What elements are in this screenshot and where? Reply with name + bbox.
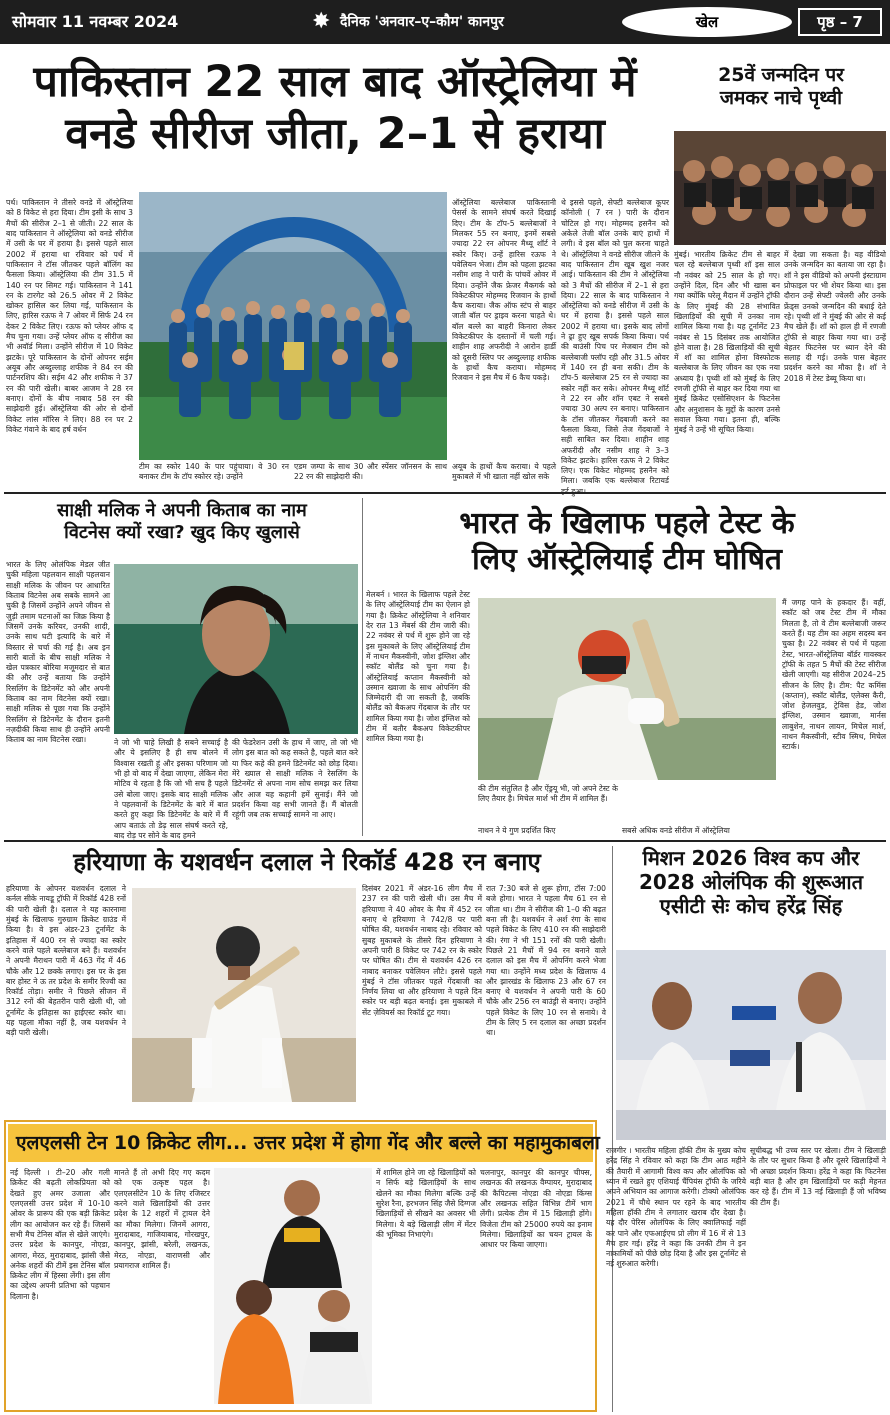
section-label: खेल bbox=[622, 7, 792, 37]
story3-col3: की फेडरेशन उसी के हाथ में जाए, तो जो भी लोग इस बात को कह सकते है, पहले बात करे या फिर कहे की हमने डिटेनमेंट को छोड़ दिया। मेरे ख्याल से साक्षी मलिक ने रेसलिंग के डिटेनमेंट से अपना नाम सोच समझ कर लिया और आज यह कहानी हमें सुनाई। मैंने जो प्रदर्शन किया वह सभी जानते हैं। मैं बोलती रहूंगी जब तक सच्चाई सामने ना आए। bbox=[232, 738, 358, 820]
story4-col3: मैं जगह पाने के हकदार हैं। वहीं, स्कॉट को जब टेस्ट टीम में मौका मिलता है, तो वे टीम बल्लेबाजी जरूर करते हैं। यह टीम का अहम सदस्य बन चुका है। 22 नवंबर से पर्थ में पहला टेस्ट, भारत-ऑस्ट्रेलिया बॉर्डर गावस्कर ट्रॉफी के तहत 5 मैचों की टेस्ट सीरीज खेली जाएगी। यह सीरीज 2024–25 सीजन के लिए है। टीम: पैट कमिंस (कप्तान), स्कॉट बोलैंड, एलेक्स कैरी, जोश हेजलवुड, ट्रेविस हेड, जोश इंग्लिश, उस्मान ख्वाजा, मार्नस लाबुशेन, नाथन लायन, मिचेल मार्श, नाथन मैकस्वीनी, स्टीव स्मिथ, मिचेल स्टार्क। bbox=[782, 598, 886, 752]
story5-headline: हरियाणा के यशवर्धन दलाल ने रिकॉर्ड 428 रन बनाए bbox=[73, 848, 541, 876]
page-number: पृष्ठ – 7 bbox=[798, 8, 882, 36]
story4-caption-a: नाथन ने ये गुण प्रदर्शित किए bbox=[478, 826, 556, 835]
sakshi-malik-photo bbox=[114, 564, 358, 734]
llc-players-photo bbox=[214, 1168, 372, 1404]
star-icon: ✸ bbox=[312, 9, 331, 34]
story6-col2: सूचीबद्ध भी उच्च स्तर पर खेला। टीम ने खिलाड़ी के तौर पर सुधार किया है और दूसरे खिलाड़ियों ने भी अच्छा प्रदर्शन किया। हरेंद्र ने कहा कि फिटनेस बड़ी बात है और हम खिलाड़ियों पर कड़ी मेहनत कर रहे हैं। टीम में 13 नई खिलाड़ी हैं जो भविष्य की टीम हैं। bbox=[750, 1146, 886, 1207]
yashvardhan-batting-photo bbox=[132, 888, 356, 1102]
pakistan-team-photo bbox=[139, 192, 447, 460]
hockey-press-conference-photo bbox=[616, 950, 886, 1140]
prithvi-party-photo bbox=[674, 131, 886, 245]
story4-col2: की टीम संतुलित है और ऐंड्रयू भी, जो अपने टेस्ट के लिए तैयार है। मिचेल मार्श भी टीम में शामिल हैं। bbox=[478, 784, 618, 804]
story1-caption-a: टीम का स्कोर 140 के पार पहुंचाया। वे 30 रन बनाकर टीम के टॉप स्कोरर रहे। उन्होंने bbox=[139, 462, 289, 482]
story6-headline bbox=[616, 846, 886, 918]
story4-headline-line1: भारत के खिलाफ पहले टेस्ट के bbox=[459, 506, 795, 541]
story3-headline-line1: साक्षी मलिक ने अपनी किताब का नाम bbox=[57, 500, 307, 521]
story4-headline-line2: लिए ऑस्ट्रेलियाई टीम घोषित bbox=[471, 542, 783, 577]
story5-col2: दिसंबर 2021 में अंडर-16 लीग मैच में 237 रन की पारी खेली थी। उस मैच में हरियाणा ने 40 ओवर के मैच में 452 रन बनाए थे हरियाणा ने 742/8 पर पारी घोषित की, यशवर्धन नाबाद रहे। रविवार को सुबह मुकाबले के तीसरे दिन हरियाणा ने अपनी पारी 8 विकेट पर 742 रन के स्कोर पर घोषित की। टीम से यशवर्धन 426 रन नाबाद बनाकर पवेलियन लौटे। इससे पहले मुंबई ने टॉस जीतकर पहले गेंदबाजी का निर्णय लिया था और हरियाणा ने पहले दिन स्कोर पर बड़ी बढ़त बनाई। इस मुकाबले में सेंट ज़ेवियर्स का रिकॉर्ड टूट गया। bbox=[362, 884, 482, 1017]
story6-headline-line3: एसीटी सेः कोच हरेंद्र सिंह bbox=[659, 894, 843, 918]
story2-headline-line2: जमकर नाचे पृथ्वी bbox=[719, 86, 843, 109]
story3-headline bbox=[6, 500, 358, 543]
newspaper-name: दैनिक 'अनवार–ए–कौम' कानपुर bbox=[340, 14, 504, 30]
story4-headline bbox=[368, 506, 886, 578]
story5-col3: रात 7:30 बजे से शुरू होगा, टॉस 7:00 बजे होगा। भारत ने पहला मैच 61 रन से जीता था। टीम ने सीरीज की 1–0 की बढ़त बना ली है। यशवर्धन ने अर्श रंगा के साथ पहले विकेट के लिए 410 रन की साझेदारी की। रंगा ने भी 151 रनों की पारी खेली। पिछले 21 मैचों में 94 रन बनाने वाले दलाल को इस मैच में ओपनिंग करने भेजा गया था। उन्होंने मध्य प्रदेश के खिलाफ 4 और झारखंड के खिलाफ 23 और 67 रन बनाए थे यशवर्धन ने अपनी पारी के 60 चौके और 256 रन बाउंड्री से बनाए। उन्होंने पहले विकेट के लिए 10 रन से सनाये। वे टीम के लिए 5 रन दलाल का अच्छा प्रदर्शन था। bbox=[486, 884, 606, 1038]
issue-date: सोमवार 11 नवम्बर 2024 bbox=[6, 8, 296, 36]
story7-col2: मानते हैं तो अभी दिए गए कदम को एक उत्कृष्ट पहल है। एलएलसीटेन 10 के लिए रजिस्टर करने वाले खिलाड़ियों की उत्तर प्रदेश के 12 शहरों में ट्रायल देने का मौका मिलेगा। जिनमें आगरा, मुरादाबाद, गाजियाबाद, गोरखपुर, कानपुर, झांसी, बरेली, लखनऊ, मेरठ, नोएडा, वाराणसी और प्रयागराज शामिल हैं। bbox=[114, 1168, 210, 1270]
australian-batter-photo bbox=[478, 598, 776, 780]
story1-col1: पर्थ। पाकिस्तान ने तीसरे वनडे में ऑस्ट्रेलिया को 8 विकेट से हरा दिया। टीम इसी के साथ 3 मैचों की सीरीज 2–1 से जीती। 22 साल के बाद पाकिस्तान ने ऑस्ट्रेलिया को वनडे सीरीज में उसी के घर में हराया है। इससे पहले साल 2002 में हराया था रविवार को पर्थ में पाकिस्तान ने टॉस जीतकर पहले बॉलिंग का फैसला किया। ऑस्ट्रेलिया की टीम 31.5 में 140 रन पर सिमट गई। पाकिस्तान ने 141 रन के टारगेट को 26.5 ओवर में 2 विकेट खोकर हासिल कर लिया गई, पाकिस्तान के लिए, हारिस रऊफ ने 7 ओवर में सिर्फ 24 रन देकर 2 विकेट लिए। रऊफ को प्लेयर ऑफ द मैच चुना गया। उन्हें प्लेयर ऑफ द सीरीज का भी अवॉर्ड मिला। उन्होंने सीरीज में 10 विकेट झटके। पूरे पाकिस्तान के दोनों ओपनर सईम अयूब और अब्दुल्लाह शफीक ने 84 रन की पार्टनरशिप की। सईम 42 और शफीक ने 37 रन की पारी खेली। बाबर आजम ने 28 रन बनाए। दोनों के बीच नाबाद 58 रन की साझेदारी हुई। ऑस्ट्रेलिया की ओर से दोनों विकेट लांस मॉरिस ने लिए। 88 रन पर 2 विकेट गंवाने के बाद हर्ष वर्धन bbox=[6, 198, 133, 434]
story1-headline-line2: वनडे सीरीज जीता, 2–1 से हराया bbox=[65, 109, 605, 160]
story1-col3: थे इससे पहले, सेफ्टी बल्लेबाज कूपर कॉनोली ( 7 रन ) पारी के दौरान चोटिल हो गए। मोहम्मद हसनैन को अकेले तेजी बॉल उनके बाएं हाथों में लगी। वे इस बॉल को पुल करना चाहते थे। ऑस्ट्रेलिया ने वनडे सीरीज जीतने के बाद पाकिस्तान टीम खूब खुश नजर आई। पाकिस्तान की टीम ने ऑस्ट्रेलिया को 3 मैचों की सीरीज में 2–1 से हरा दिया। 22 साल के बाद पाकिस्तान ने ऑस्ट्रेलिया को वनडे सीरीज में उसी के घर में हराया है। इससे पहले साल 2002 में हराया था। इसके बाद लोगों ने ढ्रा हुए खूब सपर्क किया किया। पर्थ की बाउंसी पिच पर मेजबान टीम को बल्लेबाजी फ्लॉप रही और 31.5 ओवर में 140 रन ही बना सकी। टीम के टॉप-5 बल्लेबाज 25 रन से ज्यादा का स्कोर नहीं कर सके। ओपनर मैथ्यू शॉर्ट ने 22 रन और शॉन एबट ने सबसे ज्यादा 30 अल्प रन बनाए। पाकिस्तान के टॉस जीतकर गेंदबाजी करने का फैसला किया, जिसे तेज गेंदबाजों ने सही साबित कर दिया। शाहीन शाह अफरीदी और नसीम शाह ने 3–3 विकेट झटके। हारिस रऊफ ने 2 विकेट लिए। एक विकेट मोहम्मद हसनैन को मिला। जबकि एक बल्लेबाज रिटायर्ड bbox=[561, 198, 669, 486]
story3-col2: ने जो भी चाहे लिखी है सबने सच्चाई है और ये इसलिए है ही सच बोलने में विश्वास रखती हूं और इसका परिणाम जो भी हो वो बाद में देखा जाएगा, लेकिन मेरा मोटिव ये रहता है कि जो भी सच है पहले उसे बोला जाए। इसके बाद साक्षी मलिक ने पहलवानों के डिटेनमेंट के बारे में बात करते हुए कहा कि डिटेनमेंट के बारे में मैं आप बताऊं तो डेढ़ साल संघर्ष करते रहे, बाद रोड़ पर सोने के बाद हमने bbox=[114, 738, 228, 840]
story3-col1: भारत के लिए ओलंपिक मेडल जीत चुकी महिला पहलवान साक्षी पहलवान साक्षी मलिक के जीवन पर आधारित किताब विटनेस अब सबके सामने आ चुकी है जिसमें उन्होंने अपने जीवन से जुड़ी तमाम घटनाओं का जिक्र किया है जिसमें उनके करियर, उनकी शादी, उनके साथ घटी इत्यादि के बारे में विस्तार से चर्चा की गई है। अब इन सारी बातों के बीच साक्षी मलिक ने खेल पत्रकार बोरिया मजूमदार से बात की और उन्हें बताया कि उन्होंने रिसलिंग के डिटेनमेंट को और अपनी किताब का नाम विटनेस क्यों रखा। साक्षी मलिक से पूछा गया कि उन्होंने रिसलिंग से डिटेनमेंट के दौरान इतनी नज़दीकी किया साथ ही उन्होंने अपनी किताब का नाम विटनेस रखा। bbox=[6, 560, 110, 745]
story7-headline bbox=[8, 1124, 600, 1162]
story2-headline-line1: 25वें जन्मदिन पर bbox=[718, 64, 844, 86]
story7-col1: नई दिल्ली । टी–20 और गली क्रिकेट की बढ़ती लोकप्रियता को देखते हुए अमर उजाला और एलएलसी उत्तर प्रदेश में 10-10 ओवर के प्रारूप की एक बड़ी क्रिकेट लीग का आयोजन कर रहे हैं। जिसमें सभी मैच टेनिस बॉल से खेले जाएंगे। उत्तर प्रदेश के कानपुर, नोएडा, आगरा, मेरठ, मुरादाबाद, झांसी जैसे अनेक शहरों की टीमें इस टेनिस बॉल क्रिकेट लीग में हिस्सा लेंगी। इस लीग का उद्देश्य अपनी प्रतिभा को पहचान दिलाना है। bbox=[10, 1168, 110, 1301]
story1-caption-c: अयूब के हाथों कैच कराया। ये पहले मुकाबले में भी खाता नहीं खोल सके bbox=[452, 462, 556, 482]
divider-2 bbox=[4, 840, 886, 842]
story1-caption-b: एडम जम्पा के साथ 30 और स्पेंसर जॉनसन के साथ 22 रन की साझेदारी की। bbox=[294, 462, 447, 482]
story6-col1: राजगीर । भारतीय महिला हॉकी टीम के मुख्य कोच हरेंद्र सिंह ने रविवार को कहा कि टीम आठ महीने की तैयारी में आगामी विश्व कप और ओलंपिक को ध्यान में रखते हुए एशियाई चैंपियंस ट्रॉफी के जरिये अपने अभियान का आगाज करेगी। टोक्यो ओलंपिक 2021 में चौथे स्थान पर रहने के बाद भारतीय महिला हॉकी टीम ने लगातार खराब दौर देखा है। यह दौर पेरिस ओलंपिक के लिए क्वालिफाई नहीं कर पाने और एफआईएच प्रो लीग में 16 में से 13 मैच हार गई। हरेंद्र ने कहा कि उनकी टीम ने इन नाकामियों को पीछे छोड़ दिया है और इस टूर्नामेंट से नई शुरुआत करेगी। bbox=[606, 1146, 746, 1269]
divider-1 bbox=[4, 492, 886, 494]
story7-col4: चलनापुर, कानपुर की कानपुर चीफ्स, लखनऊ की लखनऊ वैम्पायर, मुरादाबाद की कैपिटल्स नोएडा की नोएडा किंग्स और लखनऊ सहित विभिन्न टीमें भाग लेंगी। प्रत्येक टीम में 15 खिलाड़ी होंगे। विजेता टीम को 25000 रुपये का इनाम मिलेगा। खिलाड़ियों का चयन ट्रायल के आधार पर किया जाएगा। bbox=[480, 1168, 592, 1250]
story2-col2: में देखा जा सकता है। यह वीडियो उनके जन्मदिन का बताया जा रहा है। शॉ ने इस वीडियो को अपनी इंस्टाग्राम प्रोफाइल पर भी शेयर किया था। इस दौरान उन्हें सेफ्टी ज्वेलरी और उनके फ्रेंड्स उनको जन्मदिन की बधाई देते रहे। पृथ्वी शॉ ने मुंबई की ओर से कई मैच खेले हैं। शॉ को हाल ही में रणजी ट्रॉफी से बाहर किया गया था। उन्हें बेहतर फिटनेस पर ध्यान देने की सलाह दी गई। उनके पास बेहतर प्रदर्शन करने का मौका है। शॉ ने 2018 में टेस्ट डेब्यू किया था। bbox=[784, 250, 886, 383]
story4-caption-b: सबसे अधिक वनडे सीरीज में ऑस्ट्रेलिया bbox=[622, 826, 730, 835]
story1-col2: ऑस्ट्रेलिया बल्लेबाज पाकिस्तानी पेसर्स के सामने संघर्ष करते दिखाई दिए। टीम के टॉप-5 बल्लेबाजों ने मिलकर 55 रन बनाए, इनमें सबसे ज्यादा 22 रन ओपनर मैथ्यू शॉर्ट ने स्कोर किए। उन्हें हारिस रऊफ ने पवेलियन भेजा। टीम को पहला झटका नसीम शाह ने पारी के पांचवें ओवर में दिया। उन्होंने जैक फ्रेजर मैकगर्क को विकेटकीपर मोहम्मद रिजवान के हाथों कैच कराया। जैक ऑफ स्टंप से बाहर जाती बॉल पर ड्राइव करना चाहते थे। बॉल बल्ले का बाहरी किनारा लेकर विकेटकीपर के दस्तानों में चली गई। शाहीन शाह अफरीदी ने आरोन हार्डी को दूसरी स्लिप पर अब्दुल्लाह शफीक के हाथों कैच कराया। मोहम्मद रिजवान ने इस मैच में 6 कैच पकड़े। bbox=[452, 198, 556, 383]
story6-headline-line2: 2028 ओलंपिक की शुरूआत bbox=[639, 870, 863, 894]
story5-col1: हरियाणा के ओपनर यशवर्धन दलाल ने कर्नल सीके नायडू ट्रॉफी में रिकॉर्ड 428 रनों की पारी खेली है। दलाल ने यह कारनामा मुंबई के खिलाफ गुरुग्राम क्रिकेट ग्राउंड में किया है। वे इस अंडर-23 टूर्नामेंट के इतिहास में 400 रन से ज्यादा का स्कोर करने वाले पहले बल्लेबाज बने हैं। यशवर्धन ने अपनी मैराथन पारी में 463 गेंद में 46 चौके और 12 छक्के लगाए। इस पर के इस बार होस्ट ने ऊ तर प्रदेश के समीर रिज्वी का रिकॉर्ड तोड़ा। समीर ने पिछले सीजन में 312 रनों की बेहतरीन पारी खेली थी, जो टूर्नामेंट के इतिहास का हाईएस्ट स्कोर था। यह पहला मौका नहीं है, जब यशवर्धन ने बड़ी पारी खेली। bbox=[6, 884, 126, 1038]
story7-headline-text: एलएलसी टेन 10 क्रिकेट लीग... उत्तर प्रदेश में होगा गेंद और बल्ले का महामुकाबला bbox=[16, 1132, 600, 1154]
story2-headline bbox=[676, 64, 886, 110]
story1-headline-line1: पाकिस्तान 22 साल बाद ऑस्ट्रेलिया में bbox=[33, 57, 637, 107]
divider-v-1 bbox=[362, 498, 363, 836]
story3-headline-line2: विटनेस क्यों रखा? खुद किए खुलासे bbox=[64, 521, 300, 543]
story4-col1: मेलबर्न । भारत के खिलाफ पहले टेस्ट के लिए ऑस्ट्रेलियाई टीम का ऐलान हो गया है। क्रिकेट ऑस्ट्रेलिया ने शनिवार देर रात 13 मेंबर्स की टीम जारी की। 22 नवंबर से पर्थ में शुरू होने जा रहे इस मुकाबले के लिए ऑस्ट्रेलियाई टीम में नाथन मैकस्वीनी, जोश इंग्लिश और स्कॉट बोलैंड को चुना गया है। ऑस्ट्रेलियाई कप्तान मैकस्वीनी को उस्मान ख्वाजा के साथ ओपनिंग की जिम्मेदारी दी जा सकती है, जबकि बोलैंड को बैकअप गेंदबाज के तौर पर शामिल किया गया है। जोश इंग्लिश को टीम में बतौर बैकअप विकेटकीपर शामिल किया गया है। bbox=[366, 590, 470, 744]
story7-col3: में शामिल होने जा रहे खिलाड़ियों को न सिर्फ बड़े खिलाड़ियों के साथ खेलने का मौका मिलेगा बल्कि उन्हें सुरेश रैना, हरभजन सिंह जैसे दिग्गज खिलाड़ियों से सीखने का अवसर भी मिलेगा। ये बड़े खिलाड़ी लीग में मेंटर की भूमिका निभाएंगे। bbox=[376, 1168, 476, 1239]
story1-headline bbox=[10, 56, 660, 161]
story6-headline-line1: मिशन 2026 विश्व कप और bbox=[642, 846, 860, 870]
masthead bbox=[0, 0, 890, 44]
story2-col1: मुंबई। भारतीय क्रिकेट टीम से बाहर चल रहे बल्लेबाज पृथ्वी शॉ इस साल नौ नवंबर को 25 साल के हो गए। उन्होंने दिल, दिन और भी खास बन गया क्योंकि घरेलू मैदान में उन्होंने ट्रॉफी के लिए मुंबई की 28 संभावित खिलाड़ियों की सूची में उनका नाम शामिल किया गया है। यह टूर्नामेंट 23 नवंबर से 15 दिसंबर तक आयोजित होने वाला है। 28 खिलाड़ियों की सूची में शॉ का शामिल होना विस्फोटक बल्लेबाज के लिए जीवन का एक नया अध्याय है। पृथ्वी शॉ को मुंबई के लिए रणजी ट्रॉफी से बाहर कर दिया गया था मुंबई क्रिकेट एसोसिएशन के फिटनेस और अनुशासन के मुद्दों के कारण उनसे सवाल किया गया। इतना ही, बल्कि मुंबई ने उन्हें भी सूचित किया। bbox=[674, 250, 780, 435]
